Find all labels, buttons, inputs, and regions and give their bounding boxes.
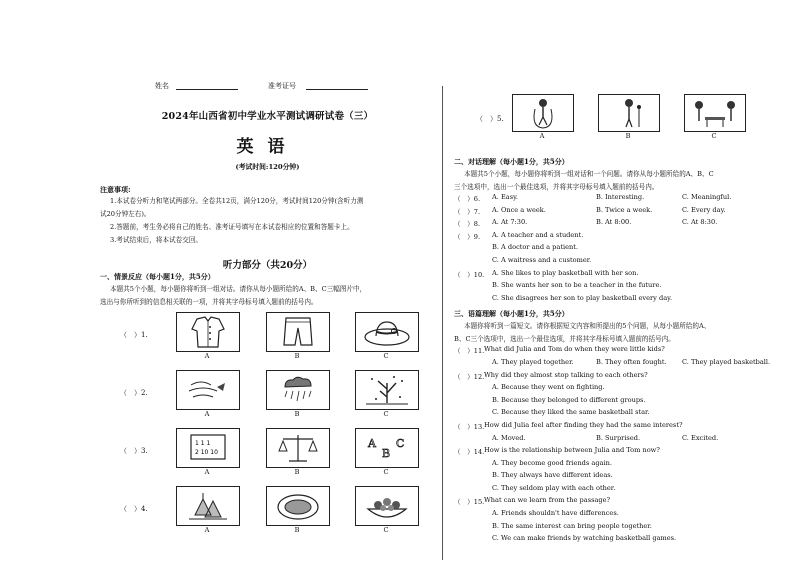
question-number[interactable]: （ ）10.	[454, 270, 485, 279]
section3-heading: 三、语篇理解（每小题1分，共5分）	[454, 309, 569, 319]
picture-questions	[100, 308, 435, 548]
option-label: C	[383, 410, 389, 418]
option-c: C. Meaningful.	[682, 193, 732, 201]
option-a: A. Moved.	[492, 433, 526, 442]
svg-text:2 10 10: 2 10 10	[195, 449, 218, 456]
question-number[interactable]: （ ）13.	[454, 422, 485, 431]
option-b: B. Because they belonged to different groups.	[492, 395, 646, 404]
exam-time: (考试时间:120分钟)	[235, 163, 300, 171]
notice-item: 3.考试结束后，将本试卷交回。	[110, 236, 203, 244]
option-c: C. They played basketball.	[682, 357, 771, 366]
question-8	[454, 218, 779, 231]
option-label: B	[625, 132, 631, 140]
option-label: C	[711, 132, 717, 140]
question-number[interactable]: （ ）12.	[454, 372, 485, 381]
option-c: C. Because they liked the same basketball star.	[492, 408, 650, 417]
question-number[interactable]: （ ）3.	[120, 447, 148, 455]
option-label: C	[383, 526, 389, 534]
option-a: A. Because they went on fighting.	[492, 383, 605, 392]
question-12-option-a	[454, 383, 779, 396]
zongzi-icon	[176, 486, 240, 526]
hat-icon	[355, 312, 419, 352]
question-14-option-a	[454, 459, 779, 472]
question-1	[100, 312, 435, 366]
question-5	[454, 92, 779, 156]
option-a: A. Once a week.	[492, 205, 546, 214]
svg-text:A: A	[368, 437, 376, 450]
option-label: A	[204, 468, 210, 476]
question-14-option-b	[454, 471, 779, 484]
question-15-option-c	[454, 534, 779, 547]
option-label: B	[294, 526, 300, 534]
option-label: B	[294, 352, 300, 360]
question-9-option-b	[454, 243, 779, 256]
rain-icon	[266, 370, 330, 410]
question-15-option-a	[454, 509, 779, 522]
question-14	[454, 446, 779, 459]
ping-pong-icon	[684, 94, 746, 132]
question-text: Why did they almost stop talking to each others?	[484, 370, 648, 379]
question-9	[454, 231, 779, 244]
exam-id-label: 准考证号	[268, 82, 296, 90]
section3-instruction: B、C三个选项中，选出一个最佳选项，并将其字母标号填入题前的括号内。	[454, 334, 675, 343]
option-c: C. A waitress and a customer.	[492, 255, 592, 264]
section2-instruction: 三个选项中，选出一个最佳选项，并将其字母标号填入题前的括号内。	[454, 182, 659, 191]
question-number[interactable]: （ ）7.	[454, 207, 481, 216]
option-a: A. They become good friends again.	[492, 458, 612, 467]
physics-icon	[266, 428, 330, 468]
question-10	[454, 269, 779, 282]
question-text: What can we learn from the passage?	[484, 496, 611, 505]
question-number[interactable]: （ ）4.	[120, 505, 148, 513]
option-a: A. They played together.	[492, 357, 574, 366]
subject-title: 英语	[236, 137, 299, 157]
right-column	[454, 92, 779, 547]
question-4	[100, 486, 435, 540]
question-12-option-b	[454, 396, 779, 409]
option-label: A	[204, 526, 210, 534]
section2-instruction: 本题共5个小题，每小题你将听到一组对话和一个问题。请你从每小题所给的A、B、C	[464, 170, 714, 178]
option-c: C. They seldom play with each other.	[492, 483, 616, 492]
option-c: C. Every day.	[682, 205, 726, 214]
question-10-option-b	[454, 281, 779, 294]
option-label: A	[204, 410, 210, 418]
question-12-option-c	[454, 408, 779, 421]
option-a: A. She likes to play basketball with her son.	[492, 268, 639, 277]
column-divider	[442, 86, 443, 560]
section1-heading: 一、情景反应（每小题1分，共5分）	[100, 272, 215, 281]
question-number[interactable]: （ ）11.	[454, 347, 485, 356]
question-number[interactable]: （ ）5.	[476, 115, 504, 123]
option-c: C. At 8:30.	[682, 218, 718, 227]
option-label: C	[383, 468, 389, 476]
letters-icon	[355, 428, 419, 468]
option-label: C	[383, 352, 389, 360]
exam-id-field[interactable]	[306, 81, 368, 90]
option-b: B. Interesting.	[596, 193, 645, 201]
listening-part-title: 听力部分（共20分）	[222, 260, 313, 271]
section1-instruction: 本题共5个小题，每小题你将听到一组对话。请你从每小题所给的A、B、C三幅图片中，	[110, 285, 367, 293]
section1-instruction: 选出与你所听到的信息相关联的一项，并将其字母标号填入题前的括号内。	[100, 297, 318, 306]
option-c: C. She disagrees her son to play basketball every day.	[492, 293, 673, 302]
question-3	[100, 428, 435, 482]
shorts-icon	[266, 312, 330, 352]
question-number[interactable]: （ ）2.	[120, 389, 148, 397]
option-a: A. Friends shouldn't have differences.	[492, 509, 619, 518]
option-b: B. They often fought.	[596, 357, 667, 366]
jump-rope-icon	[512, 94, 574, 132]
option-a: A. A teacher and a student.	[492, 230, 584, 239]
notice-item: 1.本试卷分听力和笔试两部分。全卷共12页，满分120分，考试时间120分钟(含听力测	[110, 197, 364, 205]
question-number[interactable]: （ ）14.	[454, 448, 485, 457]
option-a: A. Easy.	[492, 193, 519, 201]
question-14-option-c	[454, 484, 779, 497]
question-9-option-c	[454, 256, 779, 269]
option-c: C. Excited.	[682, 433, 719, 442]
question-number[interactable]: （ ）15.	[454, 498, 485, 507]
option-label: A	[204, 352, 210, 360]
snow-tree-icon	[355, 370, 419, 410]
option-b: B. The same interest can bring people together.	[492, 521, 652, 530]
question-7	[454, 206, 779, 219]
question-text: What did Julia and Tom do when they were little kids?	[484, 345, 665, 354]
name-label: 姓名	[155, 82, 169, 90]
left-column	[100, 80, 435, 548]
shirt-icon	[176, 312, 240, 352]
question-11-options	[454, 358, 779, 371]
option-b: B. A doctor and a patient.	[492, 243, 578, 252]
dish-icon	[266, 486, 330, 526]
option-c: C. We can make friends by watching basketball games.	[492, 534, 677, 543]
question-15-option-b	[454, 522, 779, 535]
section3-instruction: 本题你将听到一篇短文。请你根据短文内容和所提出的5个问题，从每小题所给的A、	[464, 322, 711, 331]
option-b: B. Twice a week.	[596, 205, 653, 214]
question-12	[454, 371, 779, 384]
exam-title: 2024年山西省初中学业水平测试调研试卷（三）	[161, 111, 374, 122]
question-6	[454, 193, 779, 206]
question-number[interactable]: （ ）8.	[454, 220, 481, 229]
windy-icon	[176, 370, 240, 410]
name-field[interactable]	[176, 81, 238, 90]
svg-text:B: B	[382, 447, 391, 460]
option-b: B. Surprised.	[596, 433, 641, 442]
option-label: B	[294, 468, 300, 476]
option-label: A	[539, 132, 545, 140]
question-2	[100, 370, 435, 424]
candidate-info	[100, 80, 435, 92]
question-number[interactable]: （ ）9.	[454, 232, 481, 241]
question-text: How is the relationship between Julia and Tom now?	[484, 446, 660, 455]
option-a: A. At 7:30.	[492, 218, 528, 227]
option-b: B. At 8:00.	[596, 218, 632, 227]
math-icon	[176, 428, 240, 468]
option-b: B. They always have different ideas.	[492, 471, 613, 480]
notice-item: 试20分钟左右)。	[100, 210, 151, 218]
option-b: B. She wants her son to be a teacher in the future.	[492, 281, 662, 290]
singing-icon	[598, 94, 660, 132]
option-label: B	[294, 410, 300, 418]
svg-text:C: C	[396, 437, 405, 450]
question-13	[454, 421, 779, 434]
question-number[interactable]: （ ）6.	[454, 195, 481, 203]
notice-heading: 注意事项:	[100, 185, 131, 194]
svg-text:1 1 1: 1 1 1	[195, 440, 211, 447]
dumplings-icon	[355, 486, 419, 526]
notice-item: 2.答题前，考生务必将自己的姓名、准考证号填写在本试卷相应的位置和答题卡上。	[110, 223, 354, 231]
section2-heading: 二、对话理解（每小题1分，共5分）	[454, 157, 569, 166]
question-11	[454, 345, 779, 358]
question-13-options	[454, 434, 779, 447]
question-number[interactable]: （ ）1.	[120, 331, 148, 339]
question-15	[454, 496, 779, 509]
question-text: How did Julia feel after finding they had the same interest?	[484, 420, 683, 429]
question-10-option-c	[454, 294, 779, 307]
